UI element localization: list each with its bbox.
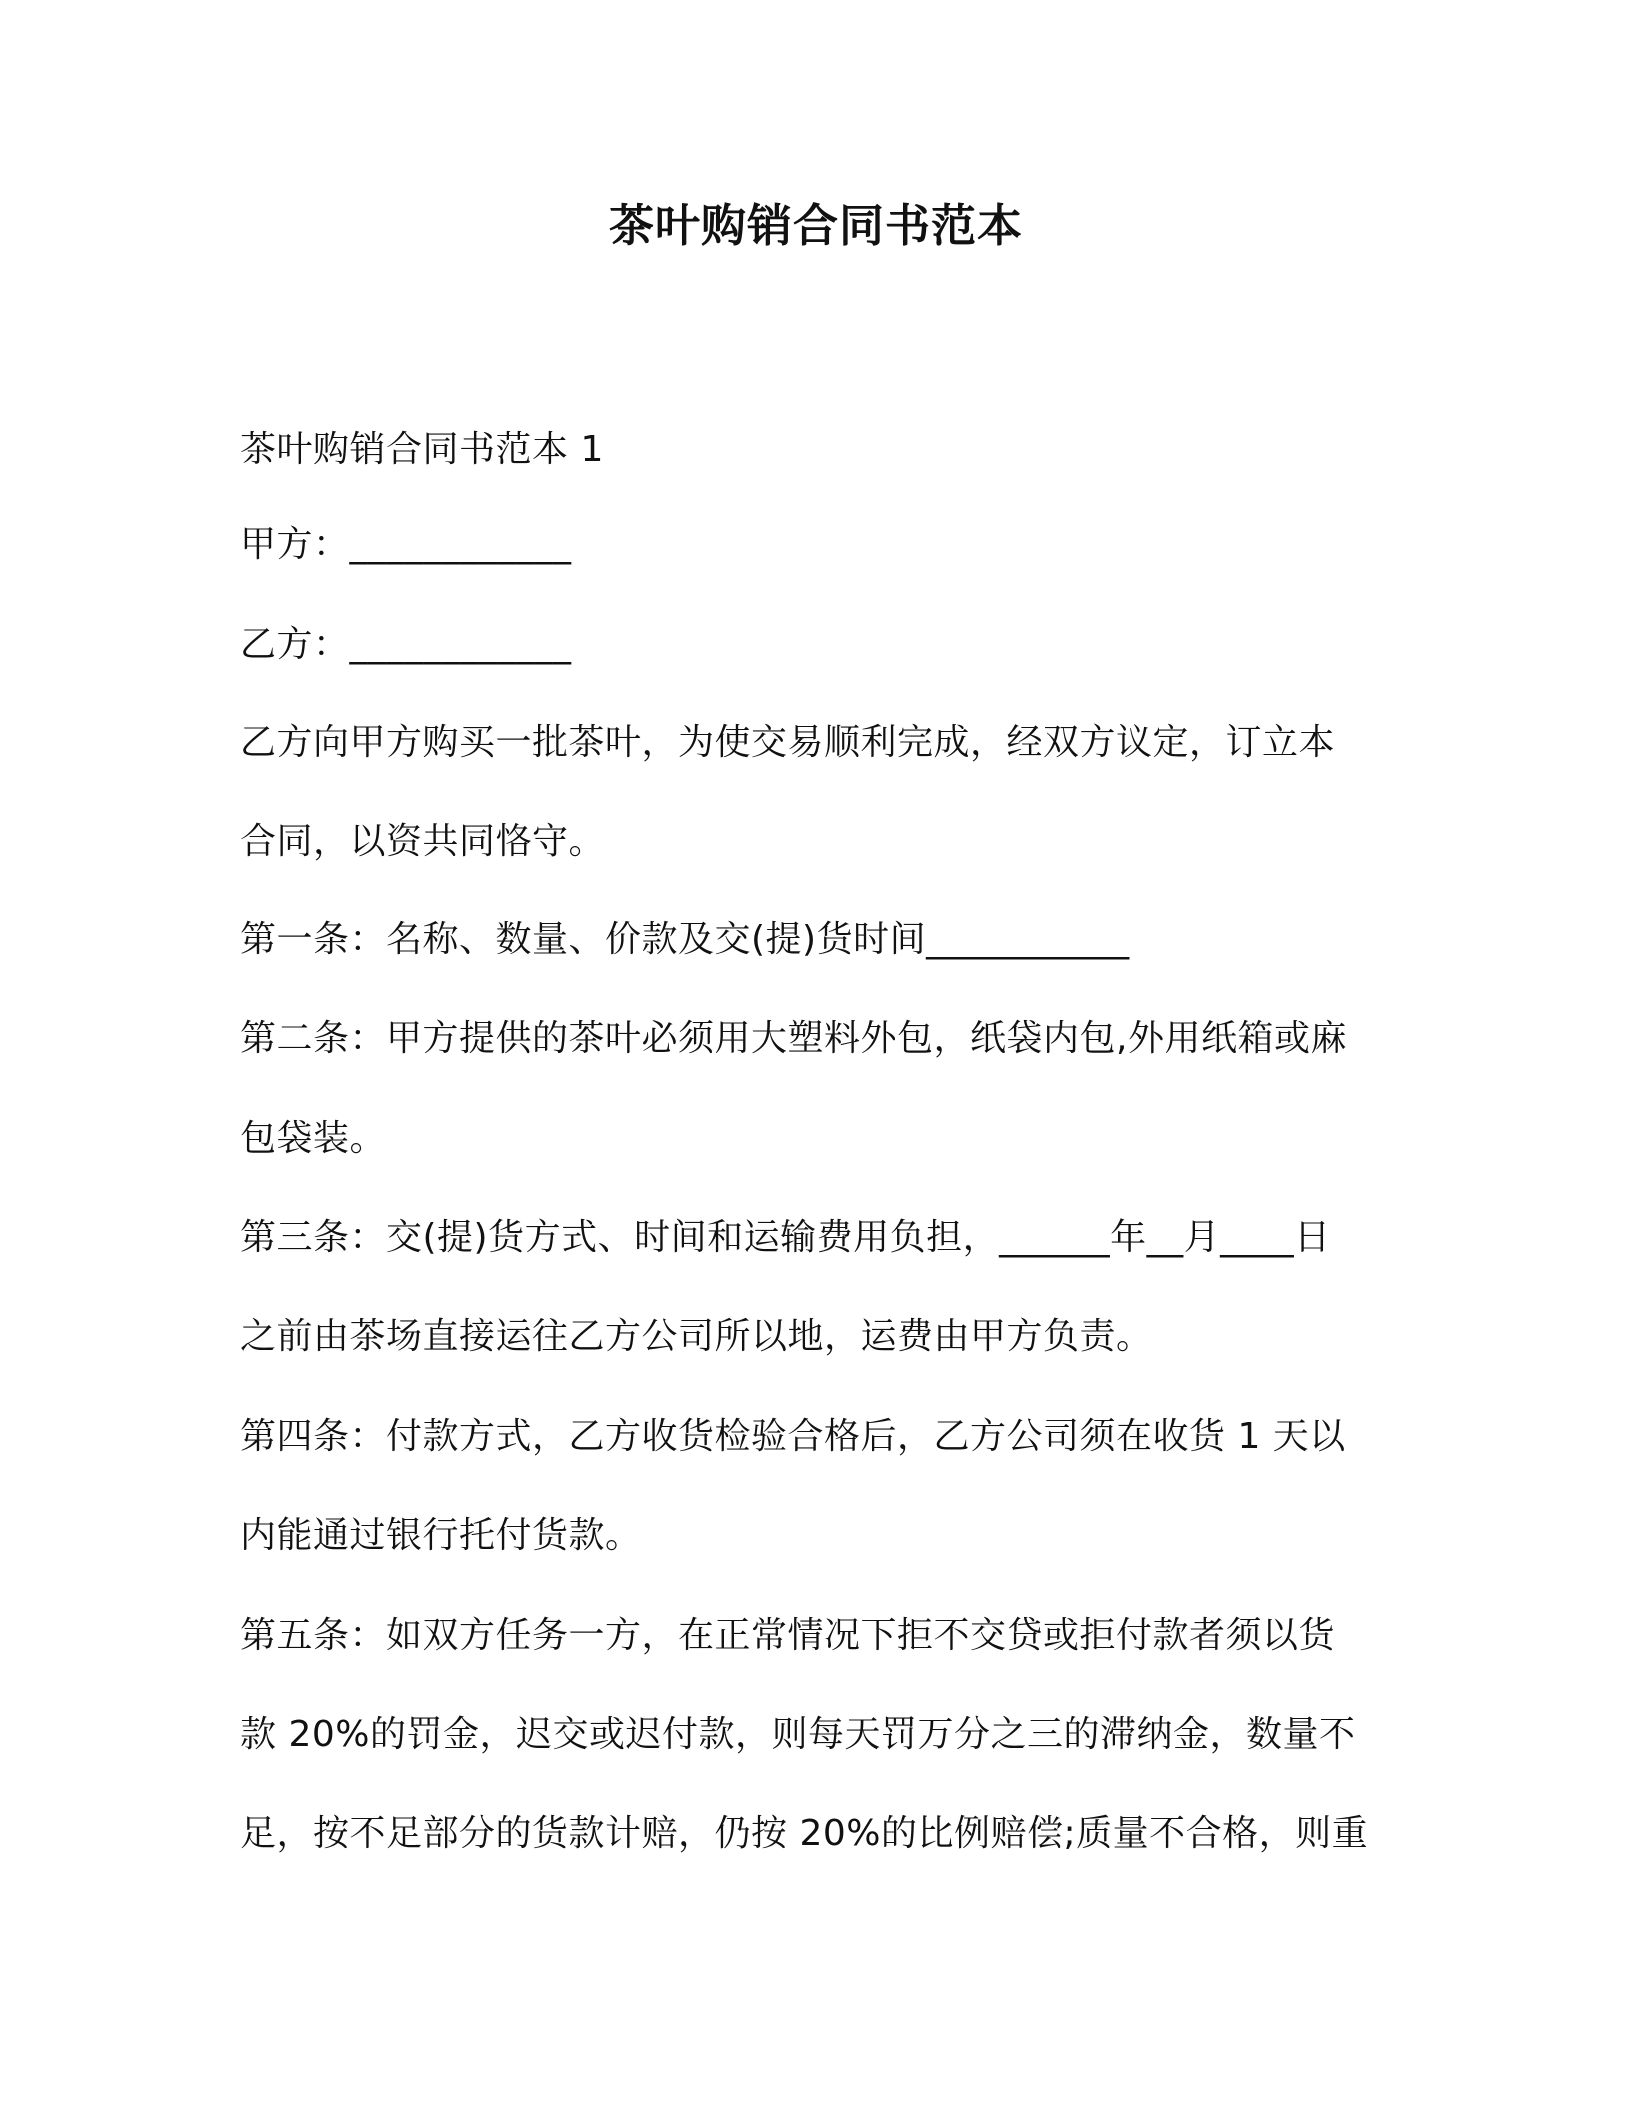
article-5-line-3: 足，按不足部分的货款计赔，仍按 20%的比例赔偿;质量不合格，则重 xyxy=(240,1813,1369,1854)
article-4-line-1: 第四条：付款方式，乙方收货检验合格后，乙方公司须在收货 1 天以 xyxy=(240,1416,1346,1457)
article-3-line-1: 第三条：交(提)货方式、时间和运输费用负担，______年__月____日 xyxy=(240,1217,1331,1258)
intro-line-2: 合同，以资共同恪守。 xyxy=(240,821,606,862)
article-2-line-2: 包袋装。 xyxy=(240,1118,387,1159)
article-4-line-2: 内能通过银行托付货款。 xyxy=(240,1515,642,1556)
document-title: 茶叶购销合同书范本 xyxy=(608,199,1023,252)
article-1-line: 第一条：名称、数量、价款及交(提)货时间___________ xyxy=(240,919,1130,960)
party-b-line: 乙方：____________ xyxy=(240,624,572,665)
article-2-line-1: 第二条：甲方提供的茶叶必须用大塑料外包，纸袋内包,外用纸箱或麻 xyxy=(240,1018,1347,1059)
party-a-line: 甲方：____________ xyxy=(240,524,572,565)
article-3-line-2: 之前由茶场直接运往乙方公司所以地，运费由甲方负责。 xyxy=(240,1316,1153,1357)
article-5-line-2: 款 20%的罚金，迟交或迟付款，则每天罚万分之三的滞纳金，数量不 xyxy=(240,1714,1356,1755)
article-5-line-1: 第五条：如双方任务一方，在正常情况下拒不交贷或拒付款者须以货 xyxy=(240,1615,1336,1656)
intro-line-1: 乙方向甲方购买一批茶叶，为使交易顺利完成，经双方议定，订立本 xyxy=(240,722,1336,763)
section-heading: 茶叶购销合同书范本 1 xyxy=(240,429,604,470)
